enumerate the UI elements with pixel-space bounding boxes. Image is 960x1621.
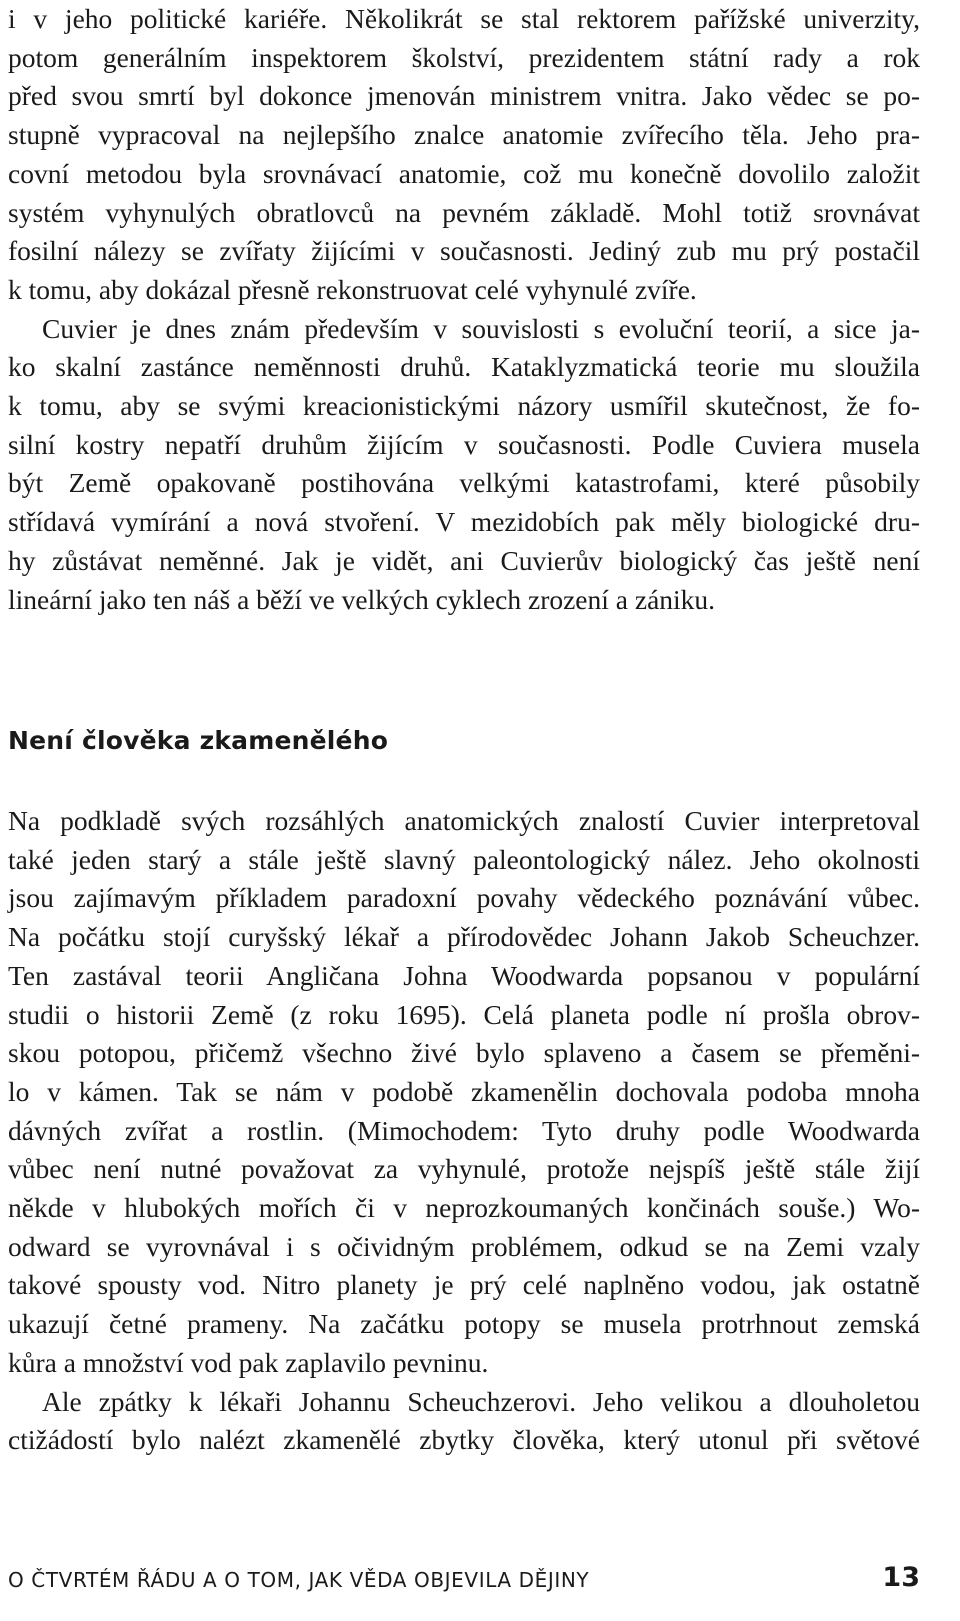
text-line: odward se vyrovnával i s očividným problémem, odkud se na Zemi vzaly bbox=[8, 1230, 920, 1262]
text-line: být Země opakovaně postihována velkými katastrofami, které působily bbox=[8, 467, 920, 499]
text-line: Na počátku stojí curyšský lékař a přírodovědec Johann Jakob Scheuchzer. bbox=[8, 921, 920, 953]
text-line: Na podkladě svých rozsáhlých anatomických znalostí Cuvier interpretoval bbox=[8, 805, 920, 836]
text-line: Ten zastával teorii Angličana Johna Woodwarda popsanou v populární bbox=[8, 959, 920, 991]
text-line: hy zůstávat neměnné. Jak je vidět, ani Cuvierův biologický čas ještě není bbox=[8, 544, 920, 576]
text-line: stupně vypracoval na nejlepšího znalce anatomie zvířecího těla. Jeho pra- bbox=[8, 119, 920, 151]
text-line: k tomu, aby se svými kreacionistickými názory usmířil skutečnost, že fo- bbox=[8, 390, 920, 422]
text-line: někde v hlubokých mořích či v neprozkoumaných končinách souše.) Wo- bbox=[8, 1192, 920, 1224]
text-line: ukazují četné prameny. Na začátku potopy se musela protrhnout zemská bbox=[8, 1308, 920, 1340]
text-line: Ale zpátky k lékaři Johannu Scheuchzerovi. Jeho velikou a dlouholetou bbox=[42, 1385, 920, 1417]
text-line: jsou zajímavým příkladem paradoxní povahy vědeckého poznávání vůbec. bbox=[8, 882, 920, 914]
text-line: skou potopou, přičemž všechno živé bylo splaveno a časem se přeměni- bbox=[8, 1037, 920, 1069]
text-line: k tomu, aby dokázal přesně rekonstruovat celé vyhynulé zvíře. bbox=[8, 273, 697, 305]
text-line: fosilní nálezy se zvířaty žijícími v současnosti. Jediný zub mu prý postačil bbox=[8, 235, 920, 267]
text-line: také jeden starý a stále ještě slavný paleontologický nález. Jeho okolnosti bbox=[8, 843, 920, 875]
text-line: Cuvier je dnes znám především v souvislosti s evoluční teorií, a sice ja- bbox=[42, 312, 920, 344]
text-line: střídavá vymírání a nová stvoření. V mezidobích pak měly biologické dru- bbox=[8, 506, 920, 538]
text-line: dávných zvířat a rostlin. (Mimochodem: Tyto druhy podle Woodwarda bbox=[8, 1114, 920, 1146]
text-line: kůra a množství vod pak zaplavilo pevninu. bbox=[8, 1346, 489, 1378]
text-line: covní metodou byla srovnávací anatomie, což mu konečně dovolilo založit bbox=[8, 157, 920, 189]
text-line: i v jeho politické kariéře. Několikrát se stal rektorem pařížské univerzity, bbox=[8, 3, 920, 34]
page-number: 13 bbox=[882, 1562, 920, 1593]
body-text-block-1 bbox=[8, 0, 920, 619]
text-line: takové spousty vod. Nitro planety je prý celé naplněno vodou, jak ostatně bbox=[8, 1269, 920, 1301]
text-line: systém vyhynulých obratlovců na pevném základě. Mohl totiž srovnávat bbox=[8, 196, 920, 228]
text-line: vůbec není nutné považovat za vyhynulé, protože nejspíš ještě stále žijí bbox=[8, 1153, 920, 1185]
text-line: silní kostry nepatří druhům žijícím v současnosti. Podle Cuviera musela bbox=[8, 428, 920, 460]
text-line: ko skalní zastánce neměnnosti druhů. Kataklyzmatická teorie mu sloužila bbox=[8, 351, 920, 383]
text-line: lo v kámen. Tak se nám v podobě zkamenělin dochovala podoba mnoha bbox=[8, 1075, 920, 1107]
body-text-block-2 bbox=[8, 802, 920, 1460]
text-line: před svou smrtí byl dokonce jmenován ministrem vnitra. Jako vědec se po- bbox=[8, 80, 920, 112]
text-line: lineární jako ten náš a běží ve velkých cyklech zrození a zániku. bbox=[8, 583, 716, 615]
text-line: studii o historii Země (z roku 1695). Celá planeta podle ní prošla obrov- bbox=[8, 998, 920, 1030]
section-heading: Není člověka zkamenělého bbox=[8, 726, 389, 755]
text-line: potom generálním inspektorem školství, prezidentem státní rady a rok bbox=[8, 41, 920, 73]
running-footer-title: O ČTVRTÉM ŘÁDU A O TOM, JAK VĚDA OBJEVILA DĚJINY bbox=[8, 1568, 590, 1592]
text-line: ctižádostí bylo nalézt zkamenělé zbytky člověka, který utonul při světové bbox=[8, 1424, 920, 1456]
